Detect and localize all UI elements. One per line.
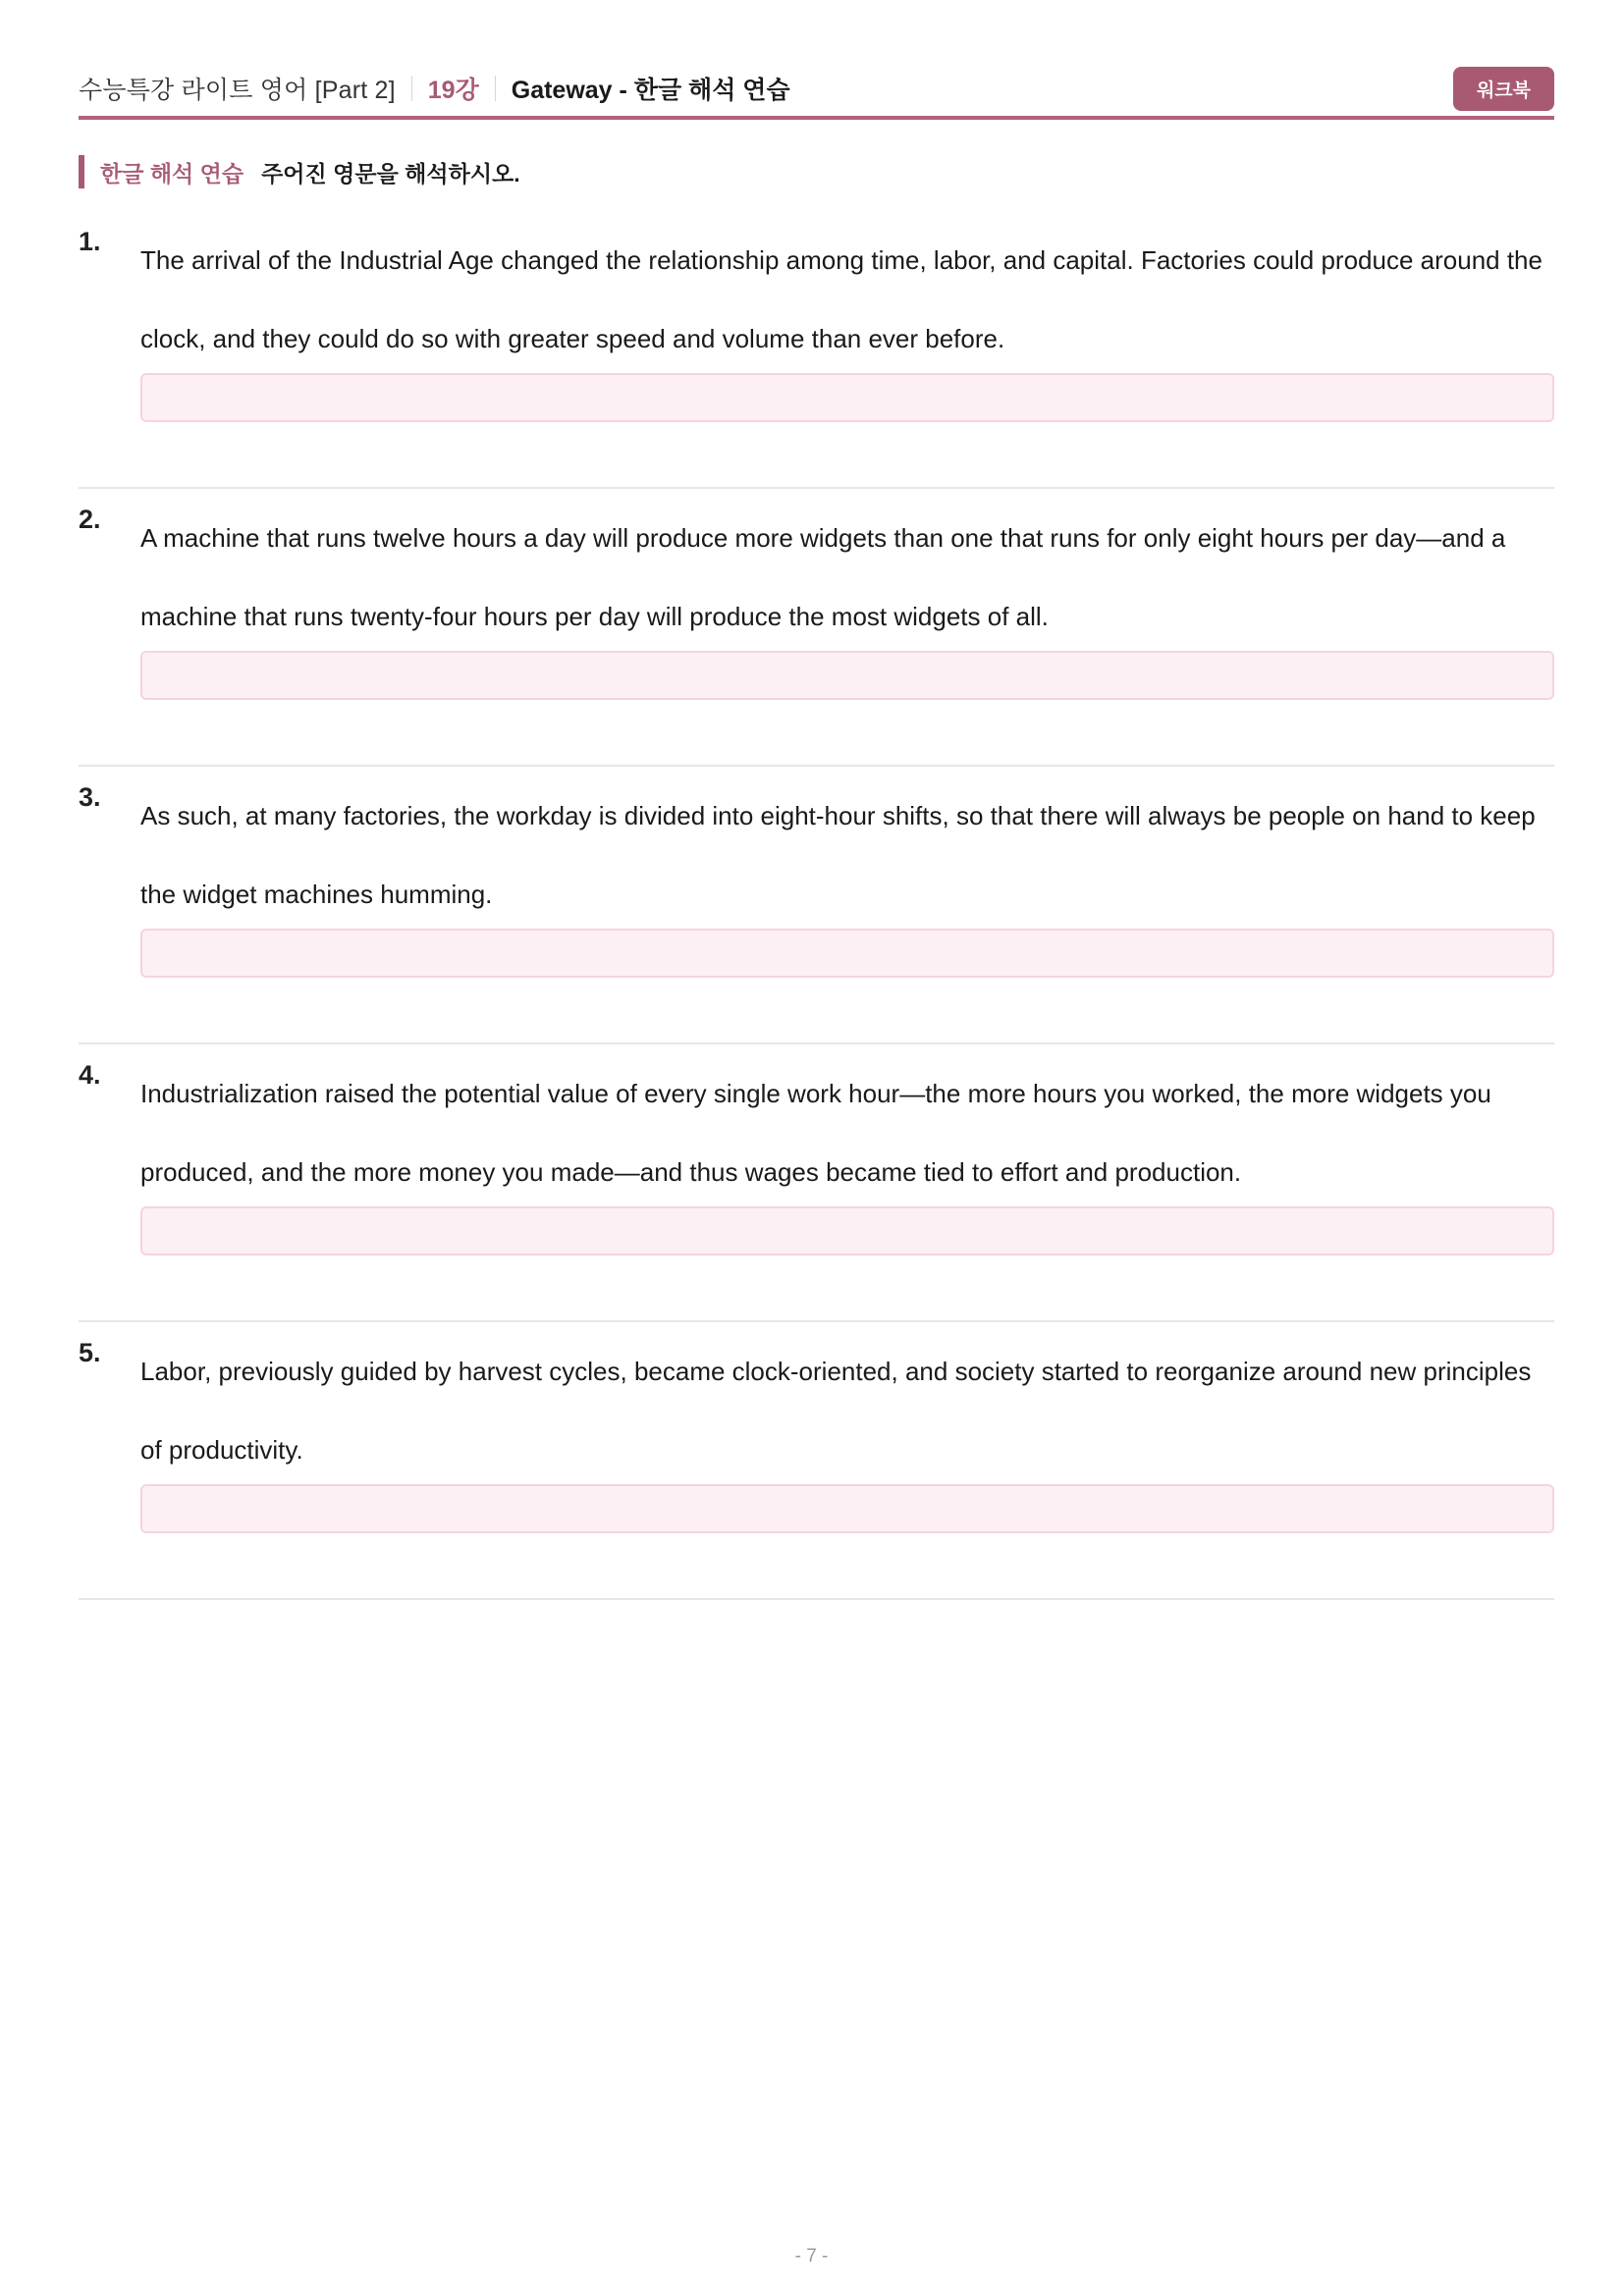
item-sentence: The arrival of the Industrial Age changed the relationship among time, labor, and capital. Factories could produce around the clock, and they could do so with greater speed and volume than ever before. [140, 245, 1542, 353]
item-sentence: A machine that runs twelve hours a day will produce more widgets than one that runs for only eight hours per day—and a machine that runs twenty-four hours per day will produce the most widgets of all. [140, 523, 1506, 631]
section-instruction: 주어진 영문을 해석하시오. [261, 160, 520, 187]
lesson-number: 19강 [427, 77, 479, 104]
page-header [79, 59, 1554, 118]
item-sentence: Industrialization raised the potential value of every single work hour—the more hours you worked, the more widgets you produced, and the more money you made—and thus wages became tied to effort and production. [140, 1079, 1491, 1187]
answer-box[interactable] [140, 651, 1554, 700]
item-sentence: Labor, previously guided by harvest cycles, became clock-oriented, and society started to reorganize around new principles of productivity. [140, 1357, 1532, 1465]
page-number: - 7 - [794, 2246, 829, 2267]
header-rule [79, 116, 1554, 120]
item-number: 2. [79, 505, 101, 534]
item-number: 4. [79, 1060, 101, 1090]
item-number: 3. [79, 782, 101, 812]
item-sentence: As such, at many factories, the workday is divided into eight-hour shifts, so that there will always be people on hand to keep the widget machines humming. [140, 801, 1536, 909]
section-heading [79, 154, 520, 189]
exercise-item [79, 489, 1554, 767]
lesson-title: Gateway - 한글 해석 연습 [511, 77, 790, 104]
header-divider [411, 76, 412, 101]
exercise-item [79, 211, 1554, 489]
answer-box[interactable] [140, 373, 1554, 422]
exercise-list [79, 211, 1554, 1600]
header-divider [495, 76, 496, 101]
section-accent-bar [79, 155, 84, 188]
item-number: 5. [79, 1338, 101, 1367]
item-number: 1. [79, 227, 101, 256]
exercise-item [79, 1322, 1554, 1600]
section-label: 한글 해석 연습 [100, 160, 244, 187]
workbook-badge: 워크북 [1453, 67, 1554, 111]
book-title: 수능특강 라이트 영어 [Part 2] [79, 77, 396, 104]
answer-box[interactable] [140, 929, 1554, 978]
answer-box[interactable] [140, 1484, 1554, 1533]
answer-box[interactable] [140, 1206, 1554, 1255]
exercise-item [79, 767, 1554, 1044]
exercise-item [79, 1044, 1554, 1322]
